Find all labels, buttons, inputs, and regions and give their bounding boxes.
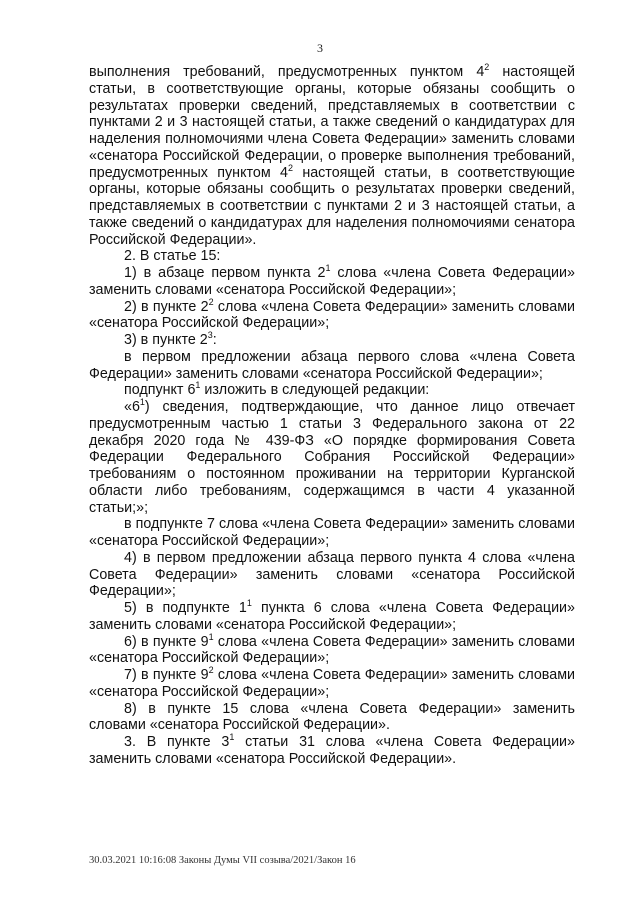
paragraph-text: в первом предложении абзаца первого слова «члена Совета Федерации» заменить словами «сенатора Российской Федерации»;: [89, 348, 575, 382]
paragraph-text: 6) в пункте 9: [124, 633, 209, 650]
paragraph: [89, 631, 576, 668]
document-body: [89, 64, 575, 768]
paragraph-text: подпункт 6: [124, 382, 196, 399]
paragraph-text: настоящей статьи, в соответствующие органы, которые обязаны сообщить о результатах проверки сведений, представляемых в соответствии с пунктами 2 и 3 настоящей статьи, а также сведений о кандидатурах для наделения полномочиями члена Совета Федерации» заменить словами «сенатора Российской Федерации, о проверке выполнения требований, предусмотренных пунктом 4: [89, 64, 575, 181]
paragraph: [89, 265, 575, 299]
paragraph: [89, 332, 575, 349]
paragraph-text: 3. В пункте 3: [124, 734, 230, 750]
paragraph: [89, 248, 575, 265]
superscript: 2: [484, 62, 490, 72]
superscript: 1: [208, 631, 214, 642]
paragraph-text: 1) в абзаце первом пункта 2: [124, 265, 326, 281]
paragraph: [89, 399, 575, 516]
paragraph: [89, 667, 575, 701]
paragraph-text: слова «члена Совета Федерации» заменить словами «сенатора Российской Федерации»;: [89, 667, 576, 700]
superscript: 1: [246, 598, 252, 608]
page-number: 3: [317, 41, 323, 55]
paragraph: [89, 734, 575, 768]
superscript: 2: [208, 296, 214, 307]
document-footer: 30.03.2021 10:16:08 Законы Думы VII созыва/2021/Закон 16: [89, 855, 356, 866]
paragraph-text: 3) в пункте 2: [124, 332, 208, 348]
paragraph-text: 8) в пункте 15 слова «члена Совета Федерации» заменить словами «сенатора Российской Федерации».: [89, 700, 575, 734]
paragraph-text: слова «члена Совета Федерации» заменить словами «сенатора Российской Федерации»;: [89, 633, 576, 667]
paragraph-text: 2. В статье 15:: [124, 248, 221, 265]
superscript: 1: [325, 263, 331, 273]
paragraph-text: в подпункте 7 слова «члена Совета Федерации» заменить словами «сенатора Российской Федерации»;: [89, 516, 575, 549]
paragraph: [89, 600, 575, 634]
paragraph-text: :: [212, 332, 217, 348]
paragraph-text: 2) в пункте 2: [124, 298, 209, 315]
paragraph: [89, 516, 575, 550]
paragraph-text: пункта 6 слова «члена Совета Федерации» заменить словами «сенатора Российской Федерации»;: [89, 600, 575, 633]
paragraph-text: выполнения требований, предусмотренных пунктом 4: [89, 64, 485, 80]
superscript: 1: [139, 397, 145, 407]
paragraph-text: статьи 31 слова «члена Совета Федерации» заменить словами «сенатора Российской Федерации».: [89, 734, 575, 767]
superscript: 1: [229, 732, 235, 742]
paragraph-text: слова «члена Совета Федерации» заменить словами «сенатора Российской Федерации»;: [89, 265, 575, 298]
paragraph-text: 4) в первом предложении абзаца первого пункта 4 слова «члена Совета Федерации» заменить словами «сенатора Российской Федерации»;: [89, 549, 575, 600]
paragraph-text: слова «члена Совета Федерации» заменить словами «сенатора Российской Федерации»;: [89, 298, 576, 332]
paragraph: [89, 296, 576, 333]
paragraph: [89, 382, 575, 399]
paragraph-text: изложить в следующей редакции:: [200, 382, 430, 399]
paragraph-text: ) сведения, подтверждающие, что данное лицо отвечает предусмотренным частью 1 статьи 3 Федерального закона от 22 декабря 2020 года № 439-ФЗ «О порядке формирования Совета Федерации Федерального Собрания Российской Федерации» требованиям о постоянном проживании на территории Курганской области либо требованиям, содержащимся в части 4 указанной статьи;»;: [89, 399, 575, 516]
paragraph-text: «6: [124, 399, 140, 415]
paragraph: [89, 550, 575, 600]
superscript: 1: [195, 380, 201, 391]
superscript: 2: [208, 665, 214, 675]
paragraph-text: 5) в подпункте 1: [124, 600, 247, 616]
superscript: 3: [207, 330, 213, 340]
paragraph: [89, 701, 575, 735]
paragraph: [89, 349, 575, 383]
paragraph-text: 7) в пункте 9: [124, 667, 209, 683]
superscript: 2: [287, 162, 293, 173]
paragraph-text: настоящей статьи, в соответствующие органы, которые обязаны сообщить о результатах проверки сведений, представляемых в соответствии с пунктами 2 и 3 настоящей статьи, а также сведений о кандидатурах для наделения полномочиями сенатора Российской Федерации».: [89, 164, 575, 248]
paragraph: [89, 64, 575, 248]
